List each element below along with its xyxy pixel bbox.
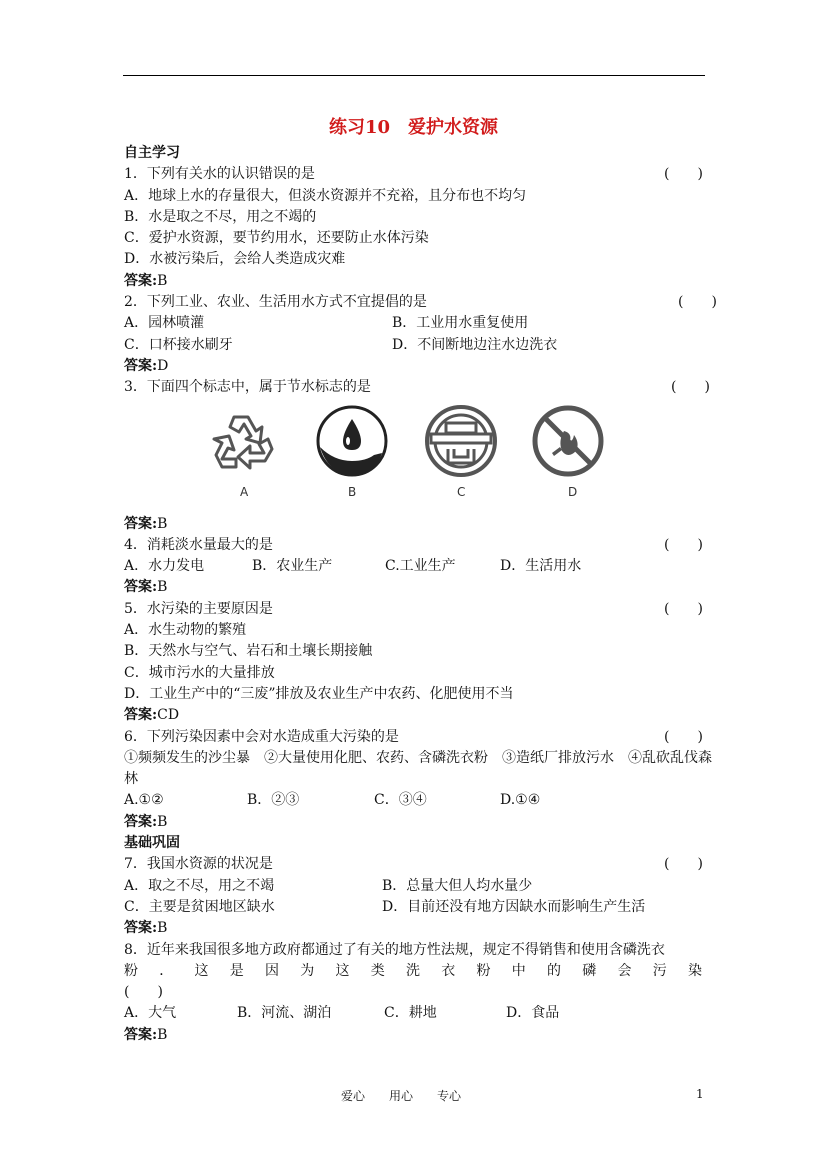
answer-line	[124, 271, 720, 292]
option-c: C．③④	[374, 792, 427, 809]
stem-char: 衣	[441, 962, 456, 979]
answer-label: 答案:	[124, 272, 158, 289]
options-row	[124, 556, 720, 577]
options-row	[124, 876, 720, 897]
answer-value: B	[157, 515, 168, 532]
answer-line	[124, 812, 720, 833]
option-a: A．水生动物的繁殖	[124, 622, 247, 639]
answer-label: 答案:	[124, 1026, 158, 1043]
question-stem: 2．下列工业、农业、生活用水方式不宜提倡的是	[124, 294, 427, 311]
section-heading-foundation: 基础巩固	[124, 835, 180, 852]
answer-blank: ( )	[671, 379, 710, 396]
option-d: D．生活用水	[500, 558, 582, 575]
options-row	[124, 1003, 720, 1024]
option-a: A．取之不尽，用之不竭	[124, 877, 275, 894]
option-b: B．水是取之不尽，用之不竭的	[124, 208, 317, 225]
question-2	[124, 292, 720, 313]
question-stem: 5．水污染的主要原因是	[124, 600, 273, 617]
question-1	[124, 164, 720, 185]
answer-value: B	[157, 813, 168, 830]
stem-char: 因	[265, 962, 279, 979]
answer-line	[124, 514, 720, 535]
stem-char: 洗	[406, 962, 420, 979]
option-a: A．地球上水的存量很大，但淡水资源并不充裕，且分布也不均匀	[124, 187, 527, 204]
answer-blank: ( )	[678, 294, 717, 311]
option-b: B．②③	[247, 792, 300, 809]
option-c: C．城市污水的大量排放	[124, 664, 275, 681]
page-number: 1	[696, 1087, 704, 1101]
option-a: A.①②	[124, 792, 164, 809]
options-row	[124, 335, 720, 356]
sign-label-d: D	[568, 484, 578, 499]
answer-label: 答案:	[124, 920, 158, 937]
answer-line	[124, 577, 720, 598]
question-6	[124, 727, 720, 748]
option-a: A．园林喷灌	[124, 315, 205, 332]
option-d: D．食品	[506, 1005, 560, 1022]
option-d: D．目前还没有地方因缺水而影响生产生活	[382, 898, 646, 915]
answer-blank: ( )	[664, 856, 703, 873]
answer-label: 答案:	[124, 813, 158, 830]
answer-line	[124, 705, 720, 726]
question-5	[124, 599, 720, 620]
answer-blank: ( )	[664, 536, 703, 553]
no-fire-icon	[530, 403, 606, 483]
stem-char: 的	[547, 962, 561, 979]
stem-char: 这	[194, 962, 209, 979]
answer-value: D	[157, 357, 169, 374]
option-c: C．主要是贫困地区缺水	[124, 898, 275, 915]
answer-label: 答案:	[124, 515, 158, 532]
answer-line	[124, 918, 720, 939]
question-8: 8．近年来我国很多地方政府都通过了有关的地方性法规，规定不得销售和使用含磷洗衣	[124, 941, 665, 958]
water-drop-hand-icon	[316, 403, 388, 483]
answer-label: 答案:	[124, 579, 158, 596]
answer-value: CD	[157, 707, 180, 724]
question-stem: 4．消耗淡水量最大的是	[124, 536, 273, 553]
stem-char: 粉	[476, 962, 491, 979]
question-stem: 6．下列污染因素中会对水造成重大污染的是	[124, 728, 399, 745]
answer-value: B	[157, 920, 168, 937]
option-b: B．总量大但人均水量少	[382, 877, 533, 894]
option-d: D.①④	[500, 792, 541, 809]
sign-label-b: B	[348, 484, 357, 499]
options-row	[124, 313, 720, 334]
answer-label: 答案:	[124, 357, 158, 374]
answer-blank: ( )	[664, 166, 703, 183]
option-d: D．工业生产中的“三废”排放及农业生产中农药、化肥使用不当	[124, 685, 514, 702]
header-rule	[123, 75, 705, 76]
stem-char: 是	[229, 962, 244, 979]
stem-char: 污	[652, 962, 667, 979]
page-title: 练习10 爱护水资源	[328, 117, 499, 138]
sign-options	[124, 399, 720, 514]
answer-value: B	[157, 579, 168, 596]
section-heading-self-study: 自主学习	[124, 145, 180, 161]
option-a: A．大气	[124, 1005, 177, 1022]
answer-line	[124, 356, 720, 377]
stem-char: 类	[370, 962, 385, 979]
answer-label: 答案:	[124, 707, 158, 724]
option-d: D．水被污染后，会给人类造成灾难	[124, 251, 346, 268]
answer-blank: ( )	[124, 984, 163, 1001]
question-4	[124, 535, 720, 556]
question-stem: 1．下列有关水的认识错误的是	[124, 166, 315, 183]
stem-char: 这	[335, 962, 350, 979]
options-row	[124, 790, 720, 811]
option-b: B．天然水与空气、岩石和土壤长期接触	[124, 643, 373, 660]
answer-blank: ( )	[664, 728, 703, 745]
footer-motto: 爱心 用心 专心	[341, 1089, 462, 1103]
question-stem: 7．我国水资源的状况是	[124, 856, 273, 873]
recycle-icon	[204, 403, 284, 483]
option-c: C.工业生产	[385, 558, 456, 575]
answer-value: B	[157, 1026, 168, 1043]
answer-line	[124, 1025, 720, 1046]
option-d: D．不间断地边注水边洗衣	[392, 336, 558, 353]
question-7	[124, 854, 720, 875]
stem-char: 磷	[582, 962, 597, 979]
option-c: C．口杯接水刷牙	[124, 336, 233, 353]
option-b: B．农业生产	[252, 558, 333, 575]
stem-char: ．	[159, 962, 174, 979]
question-stem: 3．下面四个标志中，属于节水标志的是	[124, 379, 371, 396]
option-c: C．爱护水资源，要节约用水，还要防止水体污染	[124, 230, 429, 247]
stem-char: 会	[617, 962, 632, 979]
options-row	[124, 897, 720, 918]
option-a: A．水力发电	[124, 558, 205, 575]
option-c: C．耕地	[384, 1005, 437, 1022]
question-items: ①频频发生的沙尘暴 ②大量使用化肥、农药、含磷洗衣粉 ③造纸厂排放污水 ④乱砍乱伐森林	[124, 749, 712, 788]
sign-label-c: C	[457, 484, 466, 499]
worksheet-body	[124, 143, 720, 1046]
option-b: B．工业用水重复使用	[392, 315, 529, 332]
question-3	[124, 377, 720, 398]
answer-value: B	[157, 272, 168, 289]
stem-char: 为	[300, 962, 315, 979]
stem-char: 染	[688, 962, 702, 979]
water-tap-emblem-icon	[424, 403, 498, 483]
answer-blank: ( )	[664, 600, 703, 617]
question-stem-continued	[124, 961, 702, 982]
option-b: B．河流、湖泊	[237, 1005, 332, 1022]
stem-char: 中	[511, 962, 526, 979]
sign-label-a: A	[240, 484, 249, 499]
stem-char: 粉	[124, 962, 138, 979]
